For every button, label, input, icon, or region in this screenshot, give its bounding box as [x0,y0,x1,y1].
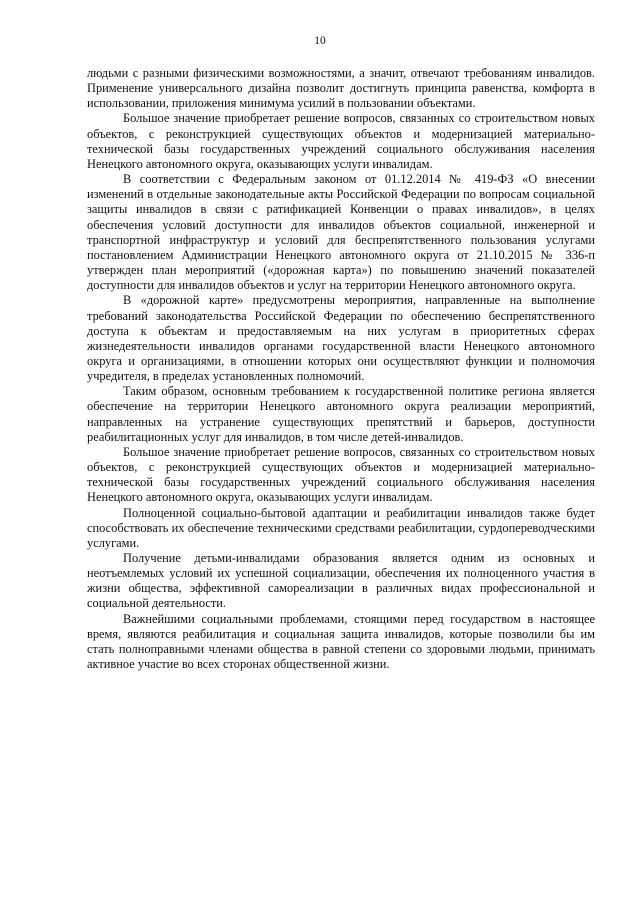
paragraph: Большое значение приобретает решение вопросов, связанных со строительством новых объектов, с реконструкцией существующих объектов и модернизацией материально-технической базы государственных учреждений социального обслуживания населения Ненецкого автономного округа, оказывающих услуги инвалидам. [87,444,595,505]
paragraph: В соответствии с Федеральным законом от 01.12.2014 № 419-ФЗ «О внесении изменений в отдельные законодательные акты Российской Федерации по вопросам социальной защиты инвалидов в связи с ратификацией Конвенции о правах инвалидов», в целях обеспечения условий доступности для инвалидов объектов социальной, инженерной и транспортной инфраструктур и условий для беспрепятственного пользования услугами постановлением Администрации Ненецкого автономного округа от 21.10.2015 № 336-п утвержден план мероприятий («дорожная карта») по повышению значений показателей доступности для инвалидов объектов и услуг на территории Ненецкого автономного округа. [87,172,595,293]
paragraph: В «дорожной карте» предусмотрены мероприятия, направленные на выполнение требований законодательства Российской Федерации по обеспечению беспрепятственного доступа к объектам и предоставляемым на них услугам в приоритетных сферах жизнедеятельности инвалидов органами государственной власти Ненецкого автономного округа и организациями, в отношении которых они осуществляют функции и полномочия учредителя, в пределах установленных полномочий. [87,293,595,384]
page-number: 10 [314,35,326,47]
paragraph-continuation: людьми с разными физическими возможностями, а значит, отвечают требованиям инвалидов. Применение универсального дизайна позволит достигнуть принципа равенства, комфорта в использовании, приложения минимума усилий в пользовании объектами. [87,66,595,111]
paragraph: Полноценной социально-бытовой адаптации и реабилитации инвалидов также будет способствовать их обеспечение техническими средствами реабилитации, сурдопереводческими услугами. [87,505,595,550]
paragraph: Большое значение приобретает решение вопросов, связанных со строительством новых объектов, с реконструкцией существующих объектов и модернизацией материально-технической базы государственных учреждений социального обслуживания населения Ненецкого автономного округа, оказывающих услуги инвалидам. [87,111,595,171]
paragraph: Важнейшими социальными проблемами, стоящими перед государством в настоящее время, являются реабилитация и социальная защита инвалидов, которые позволили бы им стать полноправными членами общества в равной степени со здоровыми людьми, принимать активное участие во всех сторонах общественной жизни. [87,611,595,672]
paragraph: Получение детьми-инвалидами образования является одним из основных и неотъемлемых условий их успешной социализации, обеспечения их полноценного участия в жизни общества, эффективной самореализации в различных видах профессиональной и социальной деятельности. [87,551,595,611]
paragraph: Таким образом, основным требованием к государственной политике региона является обеспечение на территории Ненецкого автономного округа реализации мероприятий, направленных на устранение существующих препятствий и барьеров, доступности реабилитационных услуг для инвалидов, в том числе детей-инвалидов. [87,384,595,444]
document-body [87,66,595,672]
